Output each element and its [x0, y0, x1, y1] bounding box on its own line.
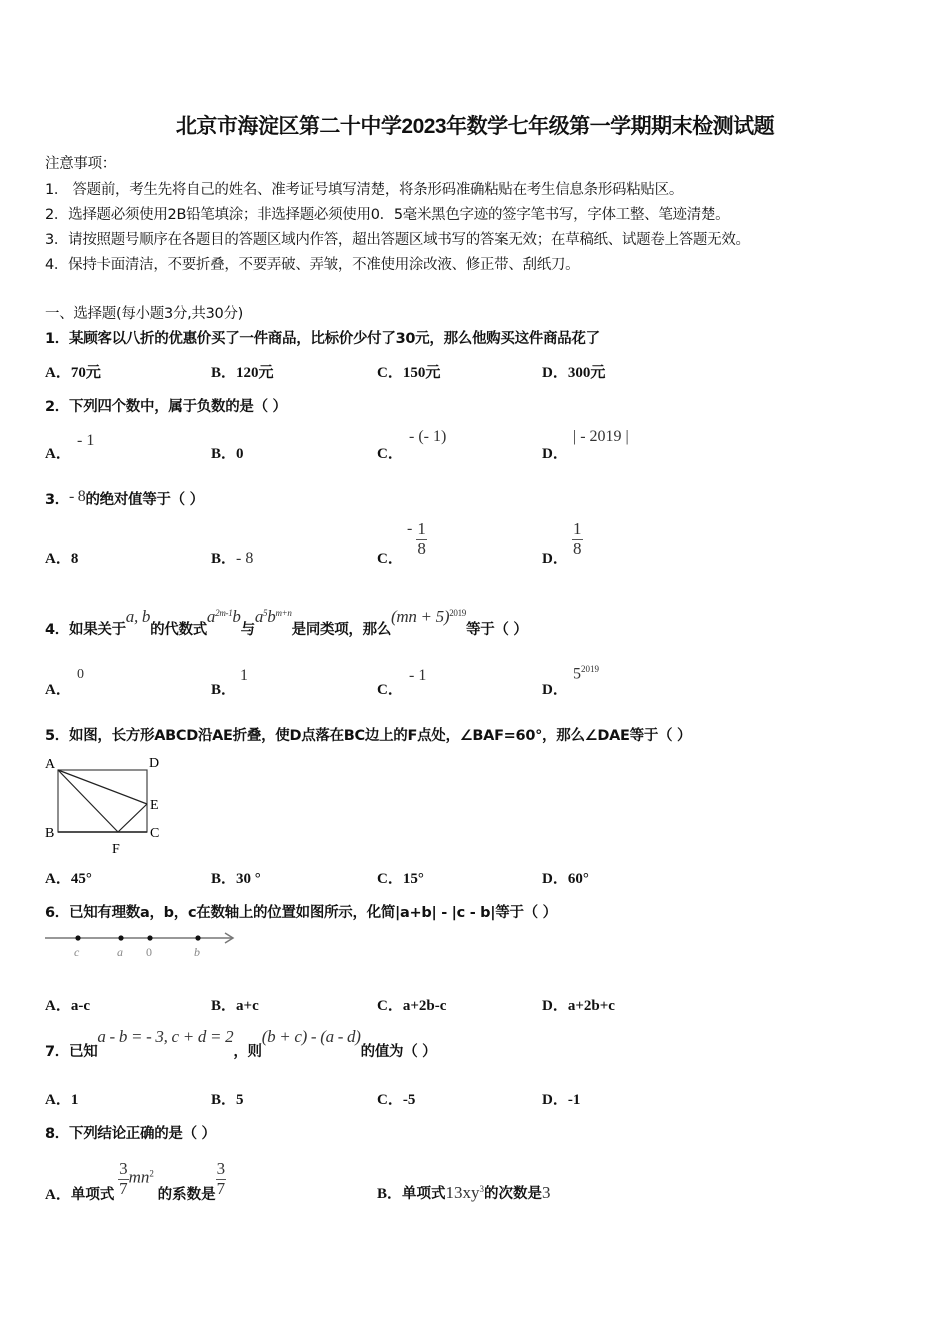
- q1-option-a[interactable]: A．70元: [45, 365, 101, 381]
- q2-option-b[interactable]: B．0: [211, 446, 244, 462]
- question-6-stem: 6．已知有理数a，b，c在数轴上的位置如图所示，化简|a+b| - |c - b|等于（ ）: [45, 905, 557, 921]
- q1-option-d[interactable]: D．300元: [542, 365, 606, 381]
- q7-option-b[interactable]: B．5: [211, 1092, 244, 1108]
- question-8-stem: 8．下列结论正确的是（ ）: [45, 1126, 216, 1142]
- q4-option-c-value: - 1: [409, 667, 427, 684]
- question-1-stem: 1．某顾客以八折的优惠价买了一件商品，比标价少付了30元，那么他购买这件商品花了: [45, 331, 600, 347]
- q2-option-c[interactable]: C．: [377, 446, 403, 462]
- q1-option-c[interactable]: C．150元: [377, 365, 441, 381]
- q2-option-a-value: - 1: [77, 432, 95, 449]
- q4-option-b-value: 1: [240, 667, 248, 684]
- svg-text:F: F: [112, 842, 120, 857]
- q8-option-b[interactable]: B．单项式$13xy^3$的次数是3: [377, 1183, 551, 1202]
- question-5-stem: 5．如图，长方形ABCD沿AE折叠，使D点落在BC边上的F点处，∠BAF=60°，那么∠DAE等于（ ）: [45, 728, 692, 744]
- q4-option-b[interactable]: B．: [211, 682, 237, 698]
- q2-option-d[interactable]: D．: [542, 446, 568, 462]
- q1-option-b[interactable]: B．120元: [211, 365, 274, 381]
- number-line: [44, 928, 239, 962]
- q8-option-a[interactable]: A．单项式 $\frac{3}{7}$ $mn^2$ 的系数是 $\frac{3}{7}$: [45, 1159, 226, 1203]
- q5-option-c[interactable]: C．15°: [377, 871, 424, 887]
- q3-option-a[interactable]: A．8: [45, 551, 79, 567]
- note-item-4: 4．保持卡面清洁，不要折叠，不要弄破、弄皱，不准使用涂改液、修正带、刮纸刀。: [45, 257, 580, 273]
- section-heading: 一、选择题(每小题3分,共30分): [45, 306, 243, 322]
- q6-option-c[interactable]: C．a+2b-c: [377, 998, 447, 1014]
- q2-option-c-value: - (- 1): [409, 428, 447, 445]
- q4-option-d-value: $5^{2019}$: [573, 664, 599, 683]
- svg-text:0: 0: [146, 945, 152, 959]
- q4-option-a-value: 0: [77, 667, 84, 682]
- q6-option-d[interactable]: D．a+2b+c: [542, 998, 615, 1014]
- note-item-1: 1． 答题前，考生先将自己的姓名、准考证号填写清楚，将条形码准确粘贴在考生信息条形码粘贴区。: [45, 182, 684, 198]
- q6-option-b[interactable]: B．a+c: [211, 998, 259, 1014]
- svg-text:c: c: [74, 945, 80, 959]
- q5-option-d[interactable]: D．60°: [542, 871, 589, 887]
- q7-option-d[interactable]: D．-1: [542, 1092, 581, 1108]
- question-7-stem: 7．已知a - b = - 3, c + d = 2，则(b + c) - (a - d)的值为（ ）: [45, 1027, 437, 1060]
- q3-option-d[interactable]: D．: [542, 551, 568, 567]
- svg-text:A: A: [45, 757, 56, 772]
- q4-option-a[interactable]: A．: [45, 682, 71, 698]
- q6-option-a[interactable]: A．a-c: [45, 998, 90, 1014]
- q3-option-d-fraction: $\frac{1}{8}$: [573, 519, 582, 558]
- q4-option-d[interactable]: D．: [542, 682, 568, 698]
- question-4-stem: 4．如果关于a, b的代数式$a^{2m-1}b$与$a^5b^{m+n}$是同类项，那么(mn + 5)$^{2019}$等于（ ）: [45, 607, 528, 638]
- question-2-stem: 2．下列四个数中，属于负数的是（ ）: [45, 399, 287, 415]
- q2-option-a[interactable]: A．: [45, 446, 71, 462]
- svg-text:B: B: [45, 826, 55, 841]
- svg-text:D: D: [149, 756, 160, 771]
- svg-text:E: E: [150, 798, 159, 813]
- svg-text:C: C: [150, 826, 160, 841]
- notes-heading: 注意事项：: [45, 156, 116, 172]
- q7-option-c[interactable]: C．-5: [377, 1092, 416, 1108]
- q4-option-c[interactable]: C．: [377, 682, 403, 698]
- question-3-stem: 3．- 8的绝对值等于（ ）: [45, 488, 204, 508]
- q7-option-a[interactable]: A．1: [45, 1092, 79, 1108]
- q3-option-c[interactable]: C．: [377, 551, 403, 567]
- note-item-2: 2．选择题必须使用2B铅笔填涂；非选择题必须使用0．5毫米黑色字迹的签字笔书写，字体工整、笔迹清楚。: [45, 207, 730, 223]
- svg-text:b: b: [194, 945, 200, 959]
- q3-option-b[interactable]: B．- 8: [211, 550, 254, 567]
- rectangle-fold-figure: [42, 752, 167, 857]
- page-title: 北京市海淀区第二十中学2023年数学七年级第一学期期末检测试题: [175, 115, 775, 138]
- note-item-3: 3．请按照题号顺序在各题目的答题区域内作答，超出答题区域书写的答案无效；在草稿纸、试题卷上答题无效。: [45, 232, 750, 248]
- q5-option-a[interactable]: A．45°: [45, 871, 92, 887]
- svg-text:a: a: [117, 945, 123, 959]
- q3-option-c-fraction: - $\frac{1}{8}$: [407, 519, 426, 558]
- q5-option-b[interactable]: B．30 °: [211, 871, 261, 887]
- q2-option-d-value: | - 2019 |: [573, 428, 629, 445]
